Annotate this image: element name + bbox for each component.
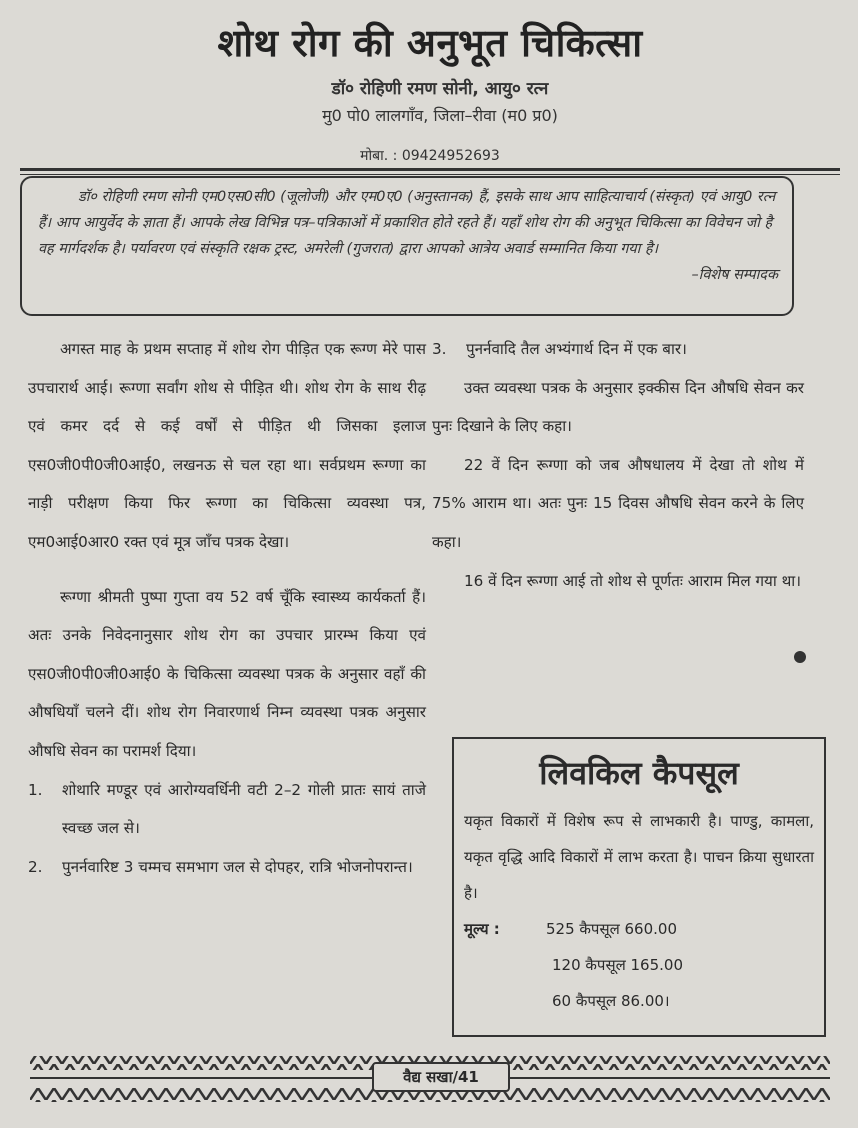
- price-item: 525 कैपसूल 660.00: [546, 920, 678, 938]
- list-item: [28, 848, 426, 887]
- author-mobile: मोबा. : 09424952693: [360, 148, 500, 164]
- author-bio-box: [20, 176, 794, 316]
- list-item: [432, 330, 804, 369]
- page-number-label: वैद्य सखा/41: [372, 1062, 510, 1092]
- article-author: डॉ० रोहिणी रमण सोनी, आयु० रत्न: [331, 79, 549, 99]
- editor-signature: –विशेष सम्पादक: [691, 267, 778, 283]
- ad-title: लिवकिल कैपसूल: [539, 754, 739, 792]
- right-paragraph-2: 22 वें दिन रूग्णा को जब औषधालय में देखा तो शोथ में 75% आराम था। अतः पुनः 15 दिवस औषधि सेवन करने के लिए कहा।: [432, 455, 804, 551]
- list-item-text: पुनर्नवादि तैल अभ्यंगार्थ दिन में एक बार।: [466, 340, 687, 358]
- left-paragraph-2: रूग्णा श्रीमती पुष्पा गुप्ता वय 52 वर्ष चूँकि स्वास्थ्य कार्यकर्ता हैं। अतः उनके निवेदनानुसार शोथ रोग का उपचार प्रारम्भ किया एवं एस0जी0पी0जी0आई0 के चिकित्सा व्यवस्था पत्रक के अनुसार वहाँ की औषधियाँ चलने दीं। शोथ रोग निवारणार्थ निम्न व्यवस्था पत्रक अनुसार औषधि सेवन का परामर्श दिया।: [28, 587, 426, 760]
- article-title: शोथ रोग की अनुभूत चिकित्सा: [217, 21, 643, 65]
- right-paragraph-3: 16 वें दिन रूग्णा आई तो शोथ से पूर्णतः आराम मिल गया था।: [464, 571, 801, 590]
- right-column: [432, 330, 804, 600]
- list-item-number: 2.: [28, 857, 43, 876]
- author-bio-text: डॉ० रोहिणी रमण सोनी एम0एस0सी0 (जूलोजी) और एम0ए0 (अनुस्तानक) हैं, इसके साथ आप साहित्याचार्य (संस्कृत) एवं आयु0 रत्न हैं। आप आयुर्वेद के ज्ञाता हैं। आपके लेख विभिन्न पत्र–पत्रिकाओं में प्रकाशित होते रहते हैं। यहाँ शोथ रोग की अनुभूत चिकित्सा का विवेचन जो है वह मार्गदर्शक है। पर्यावरण एवं संस्कृति रक्षक ट्रस्ट, अमरेली (गुजरात) द्वारा आपको आत्रेय अवार्ड सम्मानित किया गया है।: [38, 189, 776, 257]
- author-address: मु0 पो0 लालगाँव, जिला–रीवा (म0 प्र0): [322, 106, 558, 125]
- list-item-text: शोथारि मण्डूर एवं आरोग्यवर्धिनी वटी 2–2 गोली प्रातः सायं ताजे स्वच्छ जल से।: [62, 780, 426, 838]
- header-rule: [20, 168, 840, 175]
- bullet-dot-icon: [794, 651, 806, 663]
- left-paragraph-1: अगस्त माह के प्रथम सप्ताह में शोथ रोग पीड़ित एक रूग्ण मेरे पास उपचारार्थ आई। रूग्णा सर्वांग शोथ से पीड़ित थी। शोथ रोग के साथ रीढ़ एवं कमर दर्द से कई वर्षों से पीड़ित थी जिसका इलाज एस0जी0पी0जी0आई0, लखनऊ से चल रहा था। सर्वप्रथम रूग्णा का नाड़ी परीक्षण किया फिर रूग्णा का चिकित्सा व्यवस्था पत्र, एम0आई0आर0 रक्त एवं मूत्र जाँच पत्रक देखा।: [28, 340, 426, 551]
- advertisement-box: [452, 737, 826, 1037]
- price-item: 60 कैपसूल 86.00।: [552, 992, 670, 1010]
- price-label: मूल्य :: [464, 920, 500, 938]
- price-row: [464, 911, 814, 947]
- list-item-number: 1.: [28, 780, 43, 799]
- list-item-text: पुनर्नवारिष्ट 3 चम्मच समभाग जल से दोपहर, रात्रि भोजनोपरान्त।: [62, 857, 413, 876]
- list-item: [28, 771, 426, 848]
- left-column: [28, 330, 426, 886]
- price-item: 120 कैपसूल 165.00: [552, 956, 684, 974]
- right-paragraph-1: उक्त व्यवस्था पत्रक के अनुसार इक्कीस दिन औषधि सेवन कर पुनः दिखाने के लिए कहा।: [432, 378, 804, 436]
- ad-description: यकृत विकारों में विशेष रूप से लाभकारी है। पाण्डु, कामला, यकृत वृद्धि आदि विकारों में लाभ करता है। पाचन क्रिया सुधारता है।: [464, 812, 814, 902]
- list-item-number: 3.: [432, 340, 447, 358]
